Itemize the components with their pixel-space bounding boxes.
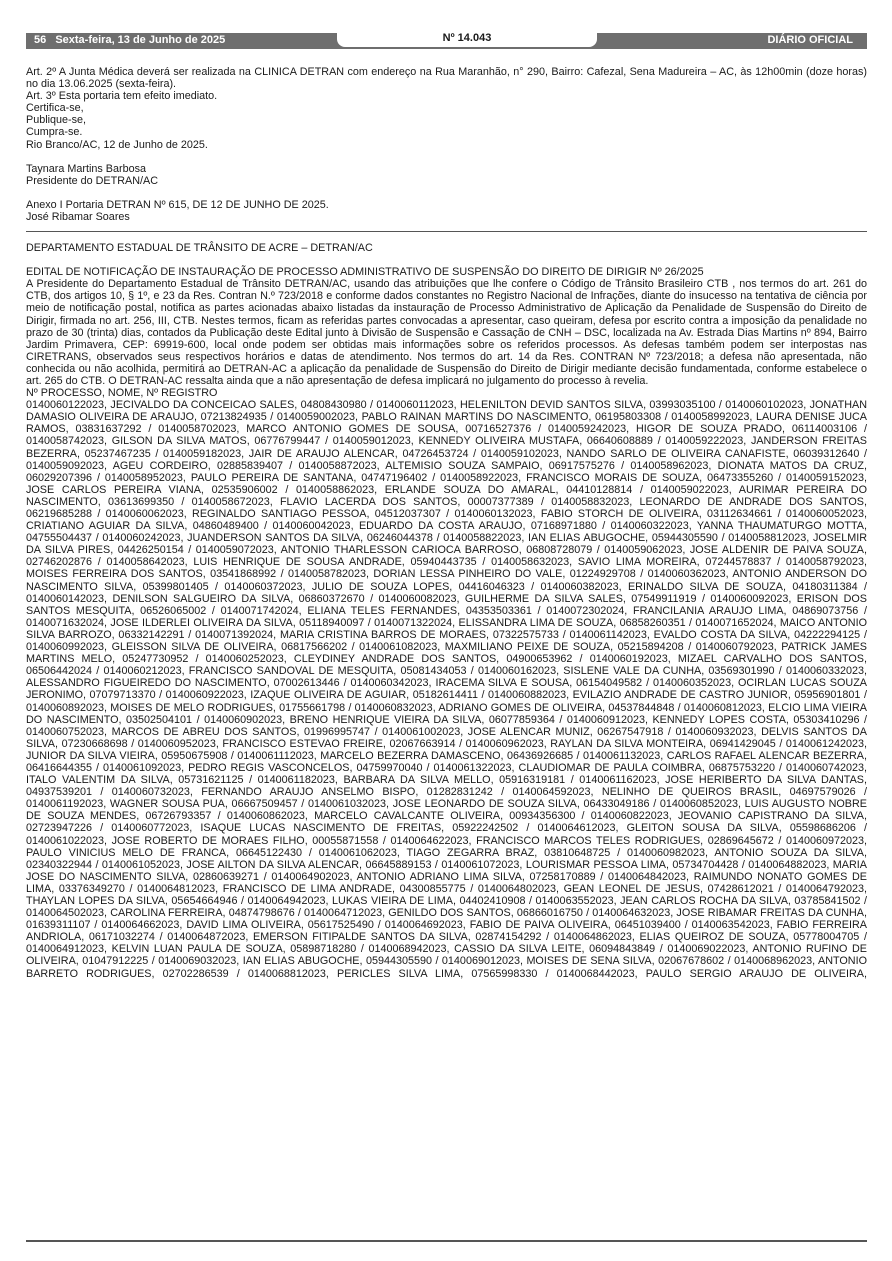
section-divider xyxy=(26,231,867,232)
page-number: 56 xyxy=(34,34,47,46)
certifique-line: Certifica-se, xyxy=(26,102,84,115)
footer-rule xyxy=(26,1240,867,1242)
page-header xyxy=(26,33,867,49)
list-header: Nº PROCESSO, NOME, Nº REGISTRO xyxy=(26,387,218,400)
publication-name: DIÁRIO OFICIAL xyxy=(767,34,853,46)
edital-title: EDITAL DE NOTIFICAÇÃO DE INSTAURAÇÃO DE PROCESSO ADMINISTRATIVO DE SUSPENSÃO DO DIREITO DE DIRIGIR Nº 26/2025 xyxy=(26,266,704,279)
department-title: DEPARTAMENTO ESTADUAL DE TRÂNSITO DE ACRE – DETRAN/AC xyxy=(26,242,373,255)
issue-date: Sexta-feira, 13 de Junho de 2025 xyxy=(55,34,226,46)
publique-line: Publique-se, xyxy=(26,114,87,127)
cumpra-line: Cumpra-se. xyxy=(26,126,83,139)
article-2: Art. 2º A Junta Médica deverá ser realizada na CLINICA DETRAN com endereço na Rua Maranhão, n° 290, Bairro: Cafezal, Sena Madureira – AC, às 12h00min (doze horas) no dia 13.06.2025 (sexta-feira). xyxy=(26,66,867,91)
process-list: 0140060122023, JECIVALDO DA CONCEICAO SALES, 04808430980 / 0140060112023, HELENILTON DEVID SANTOS SILVA, 03993035100 / 0140060102023, JONATHAN DAMASIO OLIVEIRA DE ARAUJO, 07213824935 / 0140059002023, PABLO RAINAN MARTINS DO NASCIMENTO, 06195803308 / 0140058992023, LAURA DENISE JUCA RAMOS, 03831637292 / 0140058702023, MARCO ANTONIO GOMES DE SOUSA, 00716527376 / 0140059242023, HIGOR DE SOUZA PRADO, 06114003106 / 0140058742023, GILSON DA SILVA MATOS, 06776799447 / 0140059012023, KENNEDY OLIVEIRA MUSTAFA, 06640608889 / 0140059222023, JANDERSON FREITAS BEZERRA, 05237467235 / 0140059182023, JAIR DE ARAUJO ALENCAR, 04726453724 / 0140059102023, NANDO SARLO DE OLIVEIRA CANAFISTE, 06039312640 / 0140059092023, AGEU CORDEIRO, 02885839407 / 0140058872023, ALTEMISIO SOUZA SAMPAIO, 06917575276 / 0140058962023, DIONATA MATOS DA CRUZ, 06029207396 / 0140058952023, PAULO PEREIRA DE SANTANA, 04747196402 / 0140058922023, FRANCISCO MORAIS DE SOUZA, 06473355260 / 0140059152023, JOSE CARLOS PEREIRA VIANA, 02535906002 / 0140058862023, ERLANDE SOUZA DO AMARAL, 04410128814 / 0140059022023, AURIMAR PEREIRA DO NASCIMENTO, 03613699350 / 0140058672023, FLAVIO LACERDA DOS SANTOS, 00007377389 / 0140058832023, LEONARDO DE ANDRADE DOS SANTOS, 06219685288 / 0140060062023, REGINALDO SANTIAGO PESSOA, 04512037307 / 0140060132023, FABIO STORCH DE OLIVEIRA, 03112634661 / 0140060052023, CRIATIANO AGUIAR DA SILVA, 04860489400 / 0140060042023, EDUARDO DA COSTA ARAUJO, 07168971880 / 0140060322023, YANNA THAUMATURGO MOTTA, 04755504437 / 0140060242023, JUANDERSON SANTOS DA SILVA, 06246044378 / 0140058822023, IAN ELIAS ABUGOCHE, 05944305590 / 0140058812023, JOSELMIR DA SILVA PIRES, 04426250154 / 0140059072023, ANTONIO THARLESSON CARIOCA BARROSO, 06808728079 / 0140059062023, JOSE ALDENIR DE PAIVA SOUZA, 02746202876 / 0140058642023, LUIS HENRIQUE DE SOUSA ANDRADE, 05940443735 / 0140058632023, SAVIO LIMA MOREIRA, 07244578837 / 0140058792023, MOISES FERREIRA DOS SANTOS, 03541868992 / 0140058782023, DORIAN LESSA PINHEIRO DO VALE, 01224929708 / 0140060362023, ANTONIO ANDERSON DO NASCIMENTO SILVA, 05399801405 / 0140060372023, JULIO DE SOUZA LOPES, 04416046323 / 0140060382023, ERINALDO SILVA DE SOUZA, 04180311384 / 0140060142023, DENILSON SALGUEIRO DA SILVA, 06860372670 / 0140060082023, GUILHERME DA SILVA SALES, 07549911919 / 0140060092023, ERISON DOS SANTOS MESQUITA, 06526065002 / 0140071742024, ELIANA TELES FERNANDES, 04353503361 / 0140072302024, FRANCILANIA ARAUJO LIMA, 04869073756 / 0140071632024, JOSE ILDERLEI OLIVEIRA DA SILVA, 05118940097 / 0140071322024, ELISSANDRA LIMA DE SOUZA, 06858260351 / 0140071652024, MAICO ANTONIO SILVA BARROZO, 06332142291 / 0140071392024, MARIA CRISTINA BARROS DE MORAES, 07322575733 / 0140061142023, EVALDO COSTA DA SILVA, 04222294125 / 0140060992023, GLEISSON SILVA DE OLIVEIRA, 06817566202 / 0140061082023, MAXMILIANO PEIXE DE SOUZA, 05215894208 / 0140060792023, PATRICK JAMES MARTINS MELO, 05247730952 / 0140060252023, CLEYDINEY ANDRADE DOS SANTOS, 04900653962 / 0140060192023, MIZAEL CARVALHO DOS SANTOS, 06506442024 / 0140060212023, FRANCISCO SANDOVAL DE MESQUITA, 05081434053 / 0140060162023, SISLENE VALE DA CUNHA, 03569301990 / 0140060332023, ALESSANDRO FIGUEIREDO DO NASCIMENTO, 07002613446 / 0140060342023, IRACEMA SILVA E SOUSA, 06154049582 / 0140060352023, OCIRLAN LUCAS SOUZA JERONIMO, 07079713370 / 0140060922023, IZAQUE OLIVEIRA DE AGUIAR, 05182614411 / 0140060882023, EVILAZIO ANDRADE DE CASTRO JUNIOR, 05956901801 / 0140060892023, MOISES DE MELO RODRIGUES, 01755661798 / 0140060832023, ADRIANO GOMES DE OLIVEIRA, 04537844848 / 0140060812023, ELCIO LIMA VIEIRA DO NASCIMENTO, 03502504101 / 0140060902023, BRENO HENRIQUE VIEIRA DA SILVA, 06077859364 / 0140060912023, KENNEDY LOPES COSTA, 05303410296 / 0140060752023, MARCOS DE ABREU DOS SANTOS, 01996995747 / 0140061002023, JOSE ALENCAR MUNIZ, 06267547918 / 0140060932023, DELVIS SANTOS DA SILVA, 07230668698 / 0140060952023, FRANCISCO ESTEVAO FREIRE, 02067663914 / 0140060962023, RAYLAN DA SILVA MONTEIRA, 06941429045 / 0140061242023, JUNIOR DA SILVA VIEIRA, 05950675908 / 0140061112023, MARCELO BEZERRA DAMASCENO, 06436926685 / 0140061132023, CARLOS RAFAEL ALENCAR BEZERRA, 06416644355 / 0140061092023, PEDRO REGIS VASCONCELOS, 04759970040 / 0140061322023, CLAUDIOMAR DE PAULA COIMBRA, 06875753220 / 0140060742023, ITALO VALENTIM DA SILVA, 05731621125 / 0140061182023, BARBARA DA SILVA MELLO, 05916319181 / 0140061162023, JOSE HERIBERTO DA SILVA DANTAS, 04937539201 / 0140060732023, FERNANDO ARAUJO ANSELMO BISPO, 01282831242 / 0140064592023, NELINHO DE QUEIROS BRASIL, 04697579026 / 0140061192023, WAGNER SOUSA PUA, 06667509457 / 0140061032023, JOSE LEONARDO DE SOUZA SILVA, 06433049186 / 0140060852023, LUIS AUGUSTO NOBRE DE SOUZA MENDES, 06726793357 / 0140060862023, MARCELO CAVALCANTE OLIVEIRA, 00934356300 / 0140060822023, JEOVANIO CAPISTRANO DA SILVA, 02723947226 / 0140060772023, ISAQUE LUCAS NASCIMENTO DE FREITAS, 05922242502 / 0140064612023, GLEITON SOUSA DA SILVA, 05598686206 / 0140061022023, JOSE ROBERTO DE MORAES FILHO, 00055871558 / 0140064622023, FRANCISCO MARCOS TELES RODRIGUES, 02869645672 / 0140060972023, PAULO VINICIUS MELO DE FRANCA, 06645122430 / 0140061062023, TIAGO ZEGARRA BRAZ, 03810648725 / 0140060982023, ANTONIO SOUZA DA SILVA, 02340322944 / 0140061052023, JOSE AILTON DA SILVA ALENCAR, 06645889153 / 0140061072023, LOURISMAR PESSOA LIMA, 05734704428 / 0140064882023, MARIA JOSE DO NASCIMENTO SILVA, 02860639271 / 0140064902023, ANTONIO ADRIANO LIMA SILVA, 07258170889 / 0140064842023, RAIMUNDO NONATO GOMES DE LIMA, 03376349270 / 0140064812023, FRANCISCO DE LIMA ANDRADE, 04300855775 / 0140064802023, GEAN LEONEL DE JESUS, 07428612021 / 0140064792023, THAYLAN LOPES DA SILVA, 05654664946 / 0140064942023, LUKAS VIEIRA DE LIMA, 04402410908 / 0140063552023, JEAN CARLOS ROCHA DA SILVA, 03785841502 / 0140064502023, CAROLINA FERREIRA, 04874798676 / 0140064712023, GENILDO DOS SANTOS, 06866016750 / 0140064632023, JOSE RIBAMAR FREITAS DA CUNHA, 01639311107 / 0140064662023, DAVID LIMA OLIVEIRA, 05617525490 / 0140064692023, FABIO DE PAIVA OLIVEIRA, 06451039400 / 0140063542023, FABIO FERREIRA ANDRIOLA, 06171032274 / 0140064872023, EMERSON FITIPALDE SANTOS DA SILVA, 02874154292 / 0140064862023, ELIAS QUEIROZ DE SOUZA, 05778004705 / 0140064912023, KELVIN LUAN PAULA DE SOUZA, 05898718280 / 0140068942023, CASSIO DA SILVA LEITE, 06094843849 / 0140069022023, ANTONIO RUFINO DE OLIVEIRA, 01047912225 / 0140069032023, IAN ELIAS ABUGOCHE, 05944305590 / 0140069012023, MOISES DE SENA SILVA, 02067678602 / 0140068962023, ANTONIO BARRETO RODRIGUES, 02702286539 / 0140068812023, PERICLES SILVA LIMA, 07565998330 / 0140068442023, PAULO SERGIO ARAUJO DE OLIVEIRA, xyxy=(26,399,867,980)
annex-title: Anexo I Portaria DETRAN Nº 615, DE 12 DE JUNHO DE 2025. xyxy=(26,198,329,211)
annex-name: José Ribamar Soares xyxy=(26,210,130,223)
issue-number: Nº 14.043 xyxy=(337,31,597,47)
page-content xyxy=(26,66,867,980)
place-date: Rio Branco/AC, 12 de Junho de 2025. xyxy=(26,138,208,151)
signer-name: Taynara Martins Barbosa xyxy=(26,162,147,175)
edital-body: A Presidente do Departamento Estadual de Trânsito DETRAN/AC, usando das atribuições que lhe confere o Código de Trânsito Brasileiro CTB , nos termos do art. 261 do CTB, dos artigos 10, § 1º, e 23 da Res. Contran N.º 723/2018 e conforme dados constantes no Registro Nacional de Infrações, diante do insucesso na tentativa de ciência por meio de notificação postal, notifica as partes acionadas abaixo listadas da instauração de Processo Administrativo de Aplicação da Penalidade de Suspensão do Direito de Dirigir, firmada no art. 256, III, CTB. Nestes termos, ficam as referidas partes convocadas a apresentar, caso queiram, defesa por escrito contra a imposição da penalidade no prazo de 30 (trinta) dias, contados da Publicação deste Edital junto à Divisão de Suspensão e Cassação de CNH – DSC, localizada na Av. Estrada Dias Martins nº 894, Bairro Jardim Primavera, CEP: 69919-600, local onde podem ser obtidas mais informações sobre os referidos processos. As defesas também podem ser interpostas nas CIRETRANS, observados seus respectivos horários e datas de atendimento. Nos termos do art. 14 da Res. CONTRAN Nº 723/2018; a defesa não apresentada, não conhecida ou não acolhida, permitirá ao DETRAN-AC a aplicação da penalidade de Suspensão do Direito de Dirigir mediante decisão fundamentada, conforme estabelece o art. 265 do CTB. O DETRAN-AC ressalta ainda que a não apresentação de defesa implicará no julgamento do processo à revelia. xyxy=(26,278,867,387)
article-3: Art. 3º Esta portaria tem efeito imediato. xyxy=(26,90,218,103)
header-left xyxy=(34,34,225,46)
signer-role: Presidente do DETRAN/AC xyxy=(26,174,159,187)
